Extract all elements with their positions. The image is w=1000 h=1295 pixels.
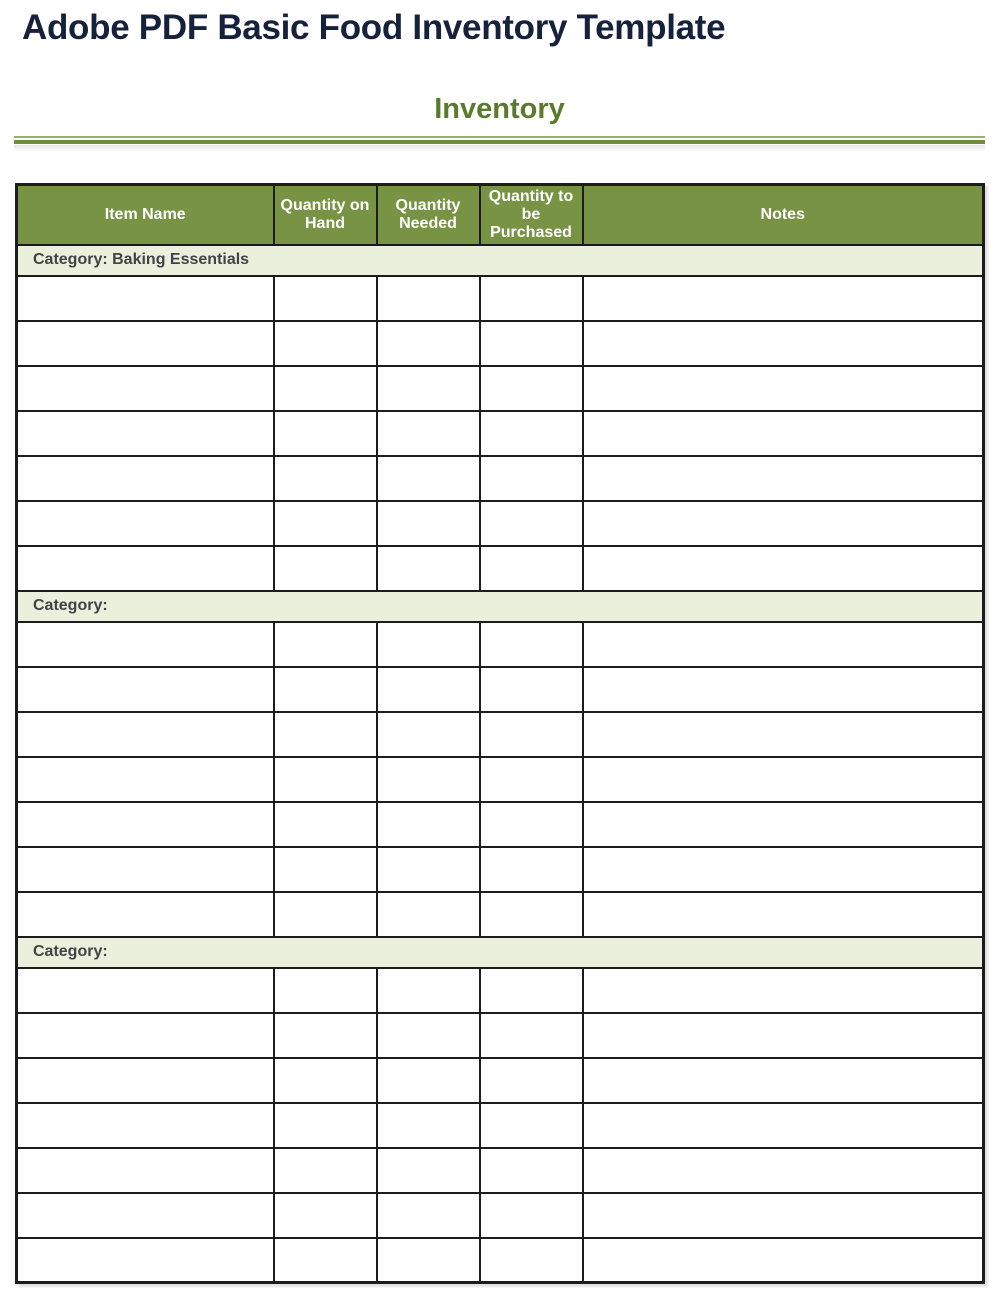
column-header-quantity-on-hand: Quantity on Hand xyxy=(274,185,377,245)
cell-quantity-to-be-purchased xyxy=(480,757,583,802)
cell-quantity-to-be-purchased xyxy=(480,276,583,321)
category-label: Category: Baking Essentials xyxy=(17,245,984,276)
cell-quantity-needed xyxy=(377,366,480,411)
category-row xyxy=(17,937,984,968)
page-title: Adobe PDF Basic Food Inventory Template xyxy=(22,8,726,47)
cell-notes xyxy=(583,622,984,667)
inventory-table xyxy=(15,183,985,1284)
cell-quantity-needed xyxy=(377,501,480,546)
column-header-item-name: Item Name xyxy=(17,185,274,245)
cell-item-name xyxy=(17,1193,274,1238)
cell-quantity-needed xyxy=(377,456,480,501)
cell-quantity-needed xyxy=(377,667,480,712)
cell-notes xyxy=(583,1148,984,1193)
cell-item-name xyxy=(17,968,274,1013)
inventory-table-container xyxy=(15,183,982,1284)
rule-shadow xyxy=(14,145,985,152)
table-row xyxy=(17,411,984,456)
cell-quantity-needed xyxy=(377,276,480,321)
cell-quantity-needed xyxy=(377,622,480,667)
cell-quantity-on-hand xyxy=(274,1013,377,1058)
category-row xyxy=(17,245,984,276)
cell-item-name xyxy=(17,802,274,847)
cell-quantity-on-hand xyxy=(274,667,377,712)
cell-item-name xyxy=(17,456,274,501)
table-header xyxy=(17,185,984,245)
cell-item-name xyxy=(17,1148,274,1193)
cell-notes xyxy=(583,411,984,456)
table-row xyxy=(17,1238,984,1283)
table-row xyxy=(17,622,984,667)
cell-quantity-on-hand xyxy=(274,892,377,937)
cell-quantity-on-hand xyxy=(274,321,377,366)
cell-quantity-to-be-purchased xyxy=(480,411,583,456)
cell-notes xyxy=(583,1238,984,1283)
cell-quantity-on-hand xyxy=(274,847,377,892)
cell-quantity-on-hand xyxy=(274,1148,377,1193)
table-row xyxy=(17,1193,984,1238)
cell-quantity-needed xyxy=(377,1103,480,1148)
cell-item-name xyxy=(17,276,274,321)
table-row xyxy=(17,1103,984,1148)
cell-quantity-needed xyxy=(377,321,480,366)
cell-quantity-needed xyxy=(377,1058,480,1103)
column-header-notes: Notes xyxy=(583,185,984,245)
table-row xyxy=(17,757,984,802)
cell-item-name xyxy=(17,1058,274,1103)
cell-quantity-to-be-purchased xyxy=(480,321,583,366)
cell-quantity-on-hand xyxy=(274,1103,377,1148)
cell-quantity-to-be-purchased xyxy=(480,1013,583,1058)
cell-notes xyxy=(583,802,984,847)
cell-quantity-to-be-purchased xyxy=(480,1238,583,1283)
cell-item-name xyxy=(17,411,274,456)
column-header-quantity-to-be-purchased: Quantity to be Purchased xyxy=(480,185,583,245)
cell-quantity-on-hand xyxy=(274,276,377,321)
table-row xyxy=(17,712,984,757)
cell-quantity-needed xyxy=(377,712,480,757)
category-row xyxy=(17,591,984,622)
cell-quantity-to-be-purchased xyxy=(480,1103,583,1148)
table-row xyxy=(17,276,984,321)
cell-notes xyxy=(583,366,984,411)
cell-quantity-on-hand xyxy=(274,1193,377,1238)
cell-item-name xyxy=(17,546,274,591)
cell-quantity-on-hand xyxy=(274,1058,377,1103)
cell-quantity-to-be-purchased xyxy=(480,1193,583,1238)
cell-quantity-on-hand xyxy=(274,501,377,546)
cell-quantity-needed xyxy=(377,1148,480,1193)
cell-quantity-to-be-purchased xyxy=(480,667,583,712)
cell-quantity-to-be-purchased xyxy=(480,968,583,1013)
table-row xyxy=(17,321,984,366)
cell-notes xyxy=(583,501,984,546)
table-row xyxy=(17,456,984,501)
cell-item-name xyxy=(17,847,274,892)
cell-quantity-to-be-purchased xyxy=(480,712,583,757)
table-row xyxy=(17,802,984,847)
cell-item-name xyxy=(17,501,274,546)
cell-quantity-on-hand xyxy=(274,622,377,667)
cell-quantity-to-be-purchased xyxy=(480,1058,583,1103)
cell-item-name xyxy=(17,712,274,757)
category-label: Category: xyxy=(17,591,984,622)
header-row xyxy=(17,185,984,245)
cell-notes xyxy=(583,1103,984,1148)
table-row xyxy=(17,501,984,546)
cell-notes xyxy=(583,321,984,366)
cell-item-name xyxy=(17,1238,274,1283)
cell-notes xyxy=(583,968,984,1013)
cell-quantity-to-be-purchased xyxy=(480,622,583,667)
cell-item-name xyxy=(17,667,274,712)
table-row xyxy=(17,366,984,411)
cell-quantity-needed xyxy=(377,757,480,802)
cell-quantity-needed xyxy=(377,802,480,847)
cell-quantity-needed xyxy=(377,892,480,937)
cell-quantity-on-hand xyxy=(274,1238,377,1283)
cell-notes xyxy=(583,546,984,591)
cell-quantity-on-hand xyxy=(274,411,377,456)
cell-quantity-to-be-purchased xyxy=(480,802,583,847)
cell-quantity-needed xyxy=(377,1193,480,1238)
cell-quantity-on-hand xyxy=(274,546,377,591)
category-label: Category: xyxy=(17,937,984,968)
cell-quantity-needed xyxy=(377,1013,480,1058)
cell-quantity-on-hand xyxy=(274,968,377,1013)
cell-notes xyxy=(583,847,984,892)
sheet-heading: Inventory xyxy=(434,93,565,125)
cell-quantity-to-be-purchased xyxy=(480,1148,583,1193)
cell-quantity-to-be-purchased xyxy=(480,456,583,501)
cell-notes xyxy=(583,276,984,321)
cell-item-name xyxy=(17,1013,274,1058)
cell-quantity-needed xyxy=(377,546,480,591)
cell-quantity-needed xyxy=(377,968,480,1013)
cell-quantity-needed xyxy=(377,1238,480,1283)
cell-notes xyxy=(583,456,984,501)
cell-quantity-to-be-purchased xyxy=(480,546,583,591)
table-row xyxy=(17,847,984,892)
double-rule-divider xyxy=(14,136,985,144)
table-row xyxy=(17,968,984,1013)
cell-quantity-on-hand xyxy=(274,712,377,757)
cell-quantity-on-hand xyxy=(274,802,377,847)
cell-item-name xyxy=(17,1103,274,1148)
cell-quantity-on-hand xyxy=(274,757,377,802)
cell-notes xyxy=(583,1193,984,1238)
inventory-table-body xyxy=(17,245,984,1283)
cell-item-name xyxy=(17,321,274,366)
cell-notes xyxy=(583,1013,984,1058)
cell-quantity-needed xyxy=(377,847,480,892)
cell-notes xyxy=(583,712,984,757)
cell-item-name xyxy=(17,892,274,937)
cell-quantity-on-hand xyxy=(274,456,377,501)
table-row xyxy=(17,667,984,712)
cell-quantity-to-be-purchased xyxy=(480,366,583,411)
cell-notes xyxy=(583,892,984,937)
cell-notes xyxy=(583,667,984,712)
cell-quantity-on-hand xyxy=(274,366,377,411)
cell-item-name xyxy=(17,757,274,802)
table-row xyxy=(17,1148,984,1193)
cell-item-name xyxy=(17,622,274,667)
cell-notes xyxy=(583,1058,984,1103)
cell-quantity-to-be-purchased xyxy=(480,892,583,937)
cell-quantity-to-be-purchased xyxy=(480,501,583,546)
column-header-quantity-needed: Quantity Needed xyxy=(377,185,480,245)
cell-notes xyxy=(583,757,984,802)
table-row xyxy=(17,1013,984,1058)
table-row xyxy=(17,1058,984,1103)
table-row xyxy=(17,546,984,591)
cell-quantity-needed xyxy=(377,411,480,456)
cell-item-name xyxy=(17,366,274,411)
table-row xyxy=(17,892,984,937)
cell-quantity-to-be-purchased xyxy=(480,847,583,892)
